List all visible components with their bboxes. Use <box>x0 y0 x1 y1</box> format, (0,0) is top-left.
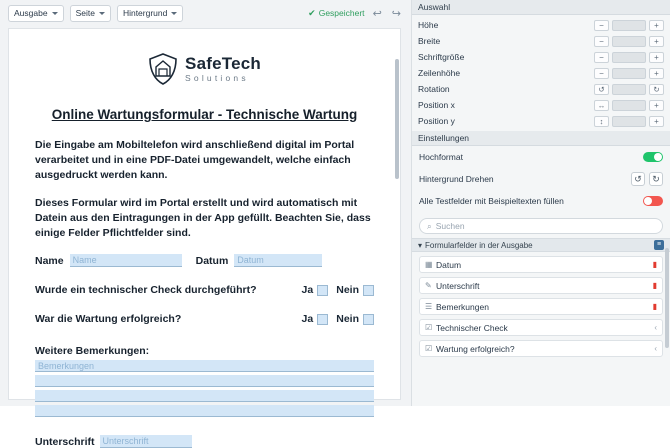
background-menu-button[interactable] <box>117 5 183 22</box>
list-options-icon[interactable]: ≡ <box>654 240 664 250</box>
list-item[interactable] <box>419 277 663 294</box>
property-label: Position y <box>418 116 455 126</box>
document-title: Online Wartungsformular - Technische Wartung <box>51 107 358 122</box>
rotation-value[interactable] <box>612 84 646 95</box>
portrait-setting <box>412 146 670 168</box>
search-input[interactable] <box>419 218 663 234</box>
remarks-line[interactable] <box>35 390 374 402</box>
background-menu-label: Hintergrund <box>122 8 168 18</box>
selection-section-header: Auswahl <box>412 0 670 15</box>
line-height-value[interactable] <box>612 68 646 79</box>
page-menu-button[interactable] <box>70 5 111 22</box>
shield-house-icon <box>148 53 178 85</box>
question-1-yes[interactable] <box>302 284 329 296</box>
plus-icon[interactable]: + <box>649 36 664 47</box>
chevron-down-icon <box>99 12 105 15</box>
property-label: Position x <box>418 100 455 110</box>
settings-section-header: Einstellungen <box>412 131 670 146</box>
plus-icon[interactable]: + <box>649 20 664 31</box>
field-label: Technischer Check <box>436 322 508 333</box>
rotate-left-icon[interactable]: ↺ <box>594 84 609 95</box>
output-menu-label: Ausgabe <box>14 8 48 18</box>
font-size-stepper[interactable] <box>594 52 664 63</box>
property-rotation <box>412 81 670 97</box>
search-icon: ⌕ <box>427 220 432 231</box>
form-fields-list <box>412 252 670 357</box>
page-menu-label: Seite <box>75 8 95 18</box>
position-y-stepper[interactable] <box>594 116 664 127</box>
date-input[interactable]: Datum <box>234 254 322 267</box>
saved-status <box>308 8 364 19</box>
question-2-yes[interactable] <box>302 313 329 325</box>
paragraph-1: Die Eingabe am Mobiltelefon wird anschließend digital im Portal verarbeitet und in eine PDF-Datei umgewandelt, welche einfach ausgedruckt werden kann. <box>35 139 355 181</box>
plus-icon[interactable]: + <box>649 52 664 63</box>
width-value[interactable] <box>612 36 646 47</box>
checkbox-icon: ☑ <box>425 344 433 353</box>
signature-input[interactable]: Unterschrift <box>100 435 192 448</box>
paragraph-2: Dieses Formular wird im Portal erstellt und wird automatisch mit Datein aus den Eintragungen in der App gefüllt. Beachten Sie, dass einige Felder Pflichtfelder sind. <box>35 196 371 239</box>
optional-marker-icon: ‹ <box>654 344 657 353</box>
property-font-size <box>412 49 670 65</box>
checkbox-icon[interactable] <box>317 285 328 296</box>
brand-text <box>185 55 261 83</box>
undo-icon[interactable]: ↩ <box>372 7 382 20</box>
saved-label: Gespeichert <box>318 8 365 18</box>
width-stepper[interactable] <box>594 36 664 47</box>
list-item[interactable] <box>419 298 663 315</box>
rotate-left-icon[interactable]: ↺ <box>631 172 645 186</box>
search-placeholder: Suchen <box>435 221 465 231</box>
question-1-no[interactable] <box>336 284 374 296</box>
plus-icon[interactable]: + <box>649 100 664 111</box>
field-label: Unterschrift <box>436 280 480 291</box>
selection-rows <box>412 15 670 131</box>
move-vertical-icon[interactable]: ↕ <box>594 116 609 127</box>
required-marker-icon: ▮ <box>652 260 657 269</box>
redo-icon[interactable]: ↪ <box>391 7 401 20</box>
position-x-value[interactable] <box>612 100 646 111</box>
line-height-stepper[interactable] <box>594 68 664 79</box>
property-width <box>412 33 670 49</box>
font-size-value[interactable] <box>612 52 646 63</box>
output-menu-button[interactable] <box>8 5 64 22</box>
field-label: Datum <box>436 259 462 270</box>
chevron-down-icon <box>171 12 177 15</box>
question-row-1 <box>35 284 374 296</box>
property-position-y <box>412 113 670 129</box>
remarks-line[interactable]: Bemerkungen <box>35 360 374 372</box>
checkbox-icon[interactable] <box>317 314 328 325</box>
property-height <box>412 17 670 33</box>
lines-icon: ☰ <box>425 302 433 311</box>
name-label: Name <box>35 254 64 267</box>
question-2-no[interactable] <box>336 313 374 325</box>
property-line-height <box>412 65 670 81</box>
sample-text-label: Alle Testfelder mit Beispieltexten füllen <box>419 196 564 206</box>
form-fields-group-label: Formularfelder in der Ausgabe <box>425 240 533 250</box>
field-label: Bemerkungen <box>436 301 489 312</box>
search-container <box>412 212 670 238</box>
rotation-stepper[interactable] <box>594 84 664 95</box>
document-canvas[interactable] <box>8 28 401 448</box>
property-label: Breite <box>418 36 441 46</box>
portrait-label: Hochformat <box>419 152 463 162</box>
brand-tagline: Solutions <box>185 73 249 84</box>
checkbox-icon[interactable] <box>363 285 374 296</box>
brand-logo <box>35 53 374 85</box>
properties-panel <box>411 0 670 406</box>
list-item[interactable] <box>419 319 663 336</box>
sample-text-setting <box>412 190 670 212</box>
no-label: Nein <box>336 284 359 297</box>
canvas-scrollbar[interactable] <box>395 59 399 179</box>
yes-label: Ja <box>301 284 314 297</box>
yes-label: Ja <box>301 313 314 326</box>
calendar-icon: ▦ <box>425 260 433 269</box>
question-row-2 <box>35 313 374 325</box>
property-position-x <box>412 97 670 113</box>
height-value[interactable] <box>612 20 646 31</box>
field-label: Wartung erfolgreich? <box>436 343 515 354</box>
pen-icon: ✎ <box>425 281 432 290</box>
remarks-line[interactable] <box>35 405 374 417</box>
rotate-background-label: Hintergrund Drehen <box>419 174 494 184</box>
list-item[interactable] <box>419 340 663 357</box>
sample-text-toggle[interactable] <box>643 196 663 206</box>
property-label: Höhe <box>418 20 439 30</box>
no-label: Nein <box>336 313 359 326</box>
remarks-line[interactable] <box>35 375 374 387</box>
position-y-value[interactable] <box>612 116 646 127</box>
property-label: Schriftgröße <box>418 52 465 62</box>
property-label: Zeilenhöhe <box>418 68 461 78</box>
name-input[interactable]: Name <box>70 254 182 267</box>
height-stepper[interactable] <box>594 20 664 31</box>
remarks-label: Weitere Bemerkungen: <box>35 345 150 358</box>
signature-label: Unterschrift <box>35 436 95 448</box>
minus-icon[interactable]: − <box>594 52 609 63</box>
required-marker-icon: ▮ <box>652 302 657 311</box>
list-item[interactable] <box>419 256 663 273</box>
date-label: Datum <box>195 254 229 267</box>
minus-icon[interactable]: − <box>594 20 609 31</box>
name-date-row <box>35 254 374 267</box>
plus-icon[interactable]: + <box>649 68 664 79</box>
optional-marker-icon: ‹ <box>654 323 657 332</box>
position-x-stepper[interactable] <box>594 100 664 111</box>
editor-toolbar <box>0 0 411 26</box>
chevron-down-icon[interactable]: ▾ <box>418 240 423 250</box>
minus-icon[interactable]: − <box>594 36 609 47</box>
brand-name: SafeTech <box>185 54 261 74</box>
remarks-input[interactable] <box>35 360 374 417</box>
required-marker-icon: ▮ <box>652 281 657 290</box>
chevron-down-icon <box>52 12 58 15</box>
portrait-toggle[interactable] <box>643 152 663 162</box>
panel-scrollbar[interactable] <box>665 248 669 348</box>
checkbox-icon[interactable] <box>363 314 374 325</box>
check-icon: ✔ <box>308 7 316 18</box>
form-fields-group-header[interactable] <box>412 238 670 252</box>
plus-icon[interactable]: + <box>649 116 664 127</box>
signature-row <box>35 435 374 448</box>
move-horizontal-icon[interactable]: ↔ <box>594 100 609 111</box>
rotate-right-icon[interactable]: ↻ <box>649 172 663 186</box>
question-2-label: War die Wartung erfolgreich? <box>35 313 182 326</box>
rotate-background-buttons <box>631 172 663 186</box>
property-label: Rotation <box>418 84 450 94</box>
rotate-background-setting <box>412 168 670 190</box>
question-1-label: Wurde ein technischer Check durchgeführt? <box>35 284 257 297</box>
rotate-right-icon[interactable]: ↻ <box>649 84 664 95</box>
checkbox-icon: ☑ <box>425 323 433 332</box>
minus-icon[interactable]: − <box>594 68 609 79</box>
